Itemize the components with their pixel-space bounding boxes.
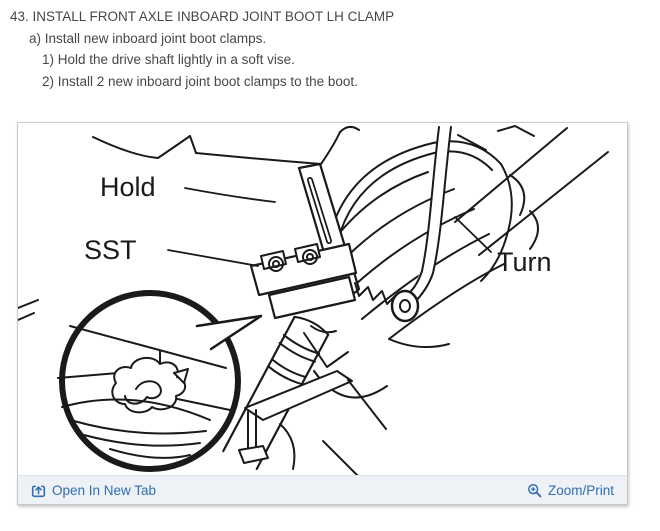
hold-label: Hold <box>100 172 156 202</box>
instruction-step-title: 43. INSTALL FRONT AXLE INBOARD JOINT BOOT LH CLAMP <box>10 9 395 24</box>
boot <box>330 141 512 347</box>
open-in-new-tab-label: Open In New Tab <box>52 482 157 498</box>
instruction-substep-1: 1) Hold the drive shaft lightly in a soft vise. <box>42 52 295 67</box>
hold-leader-line <box>185 188 275 202</box>
magnifier-plus-icon <box>527 483 542 498</box>
open-in-new-tab-link[interactable] <box>31 483 156 498</box>
turn-leader-line <box>455 217 491 252</box>
sst-label: SST <box>84 235 137 265</box>
figure-image-area <box>18 123 627 475</box>
figure-footer-bar <box>18 475 627 504</box>
magnifier-inset-circle <box>58 293 261 469</box>
zoom-print-link[interactable] <box>527 483 614 498</box>
figure-panel <box>17 122 628 505</box>
hand-outline <box>93 126 534 164</box>
sst-tool <box>251 244 395 318</box>
instruction-substep-2: 2) Install 2 new inboard joint boot clamps to the boot. <box>42 73 358 89</box>
turn-label: Turn <box>497 247 552 277</box>
instruction-substep-a: a) Install new inboard joint boot clamps. <box>29 30 267 46</box>
technical-illustration <box>18 123 627 475</box>
sst-leader-line <box>168 250 258 266</box>
zoom-print-label: Zoom/Print <box>547 482 614 498</box>
instruction-text-block <box>10 6 394 92</box>
open-in-new-tab-icon <box>31 483 46 498</box>
